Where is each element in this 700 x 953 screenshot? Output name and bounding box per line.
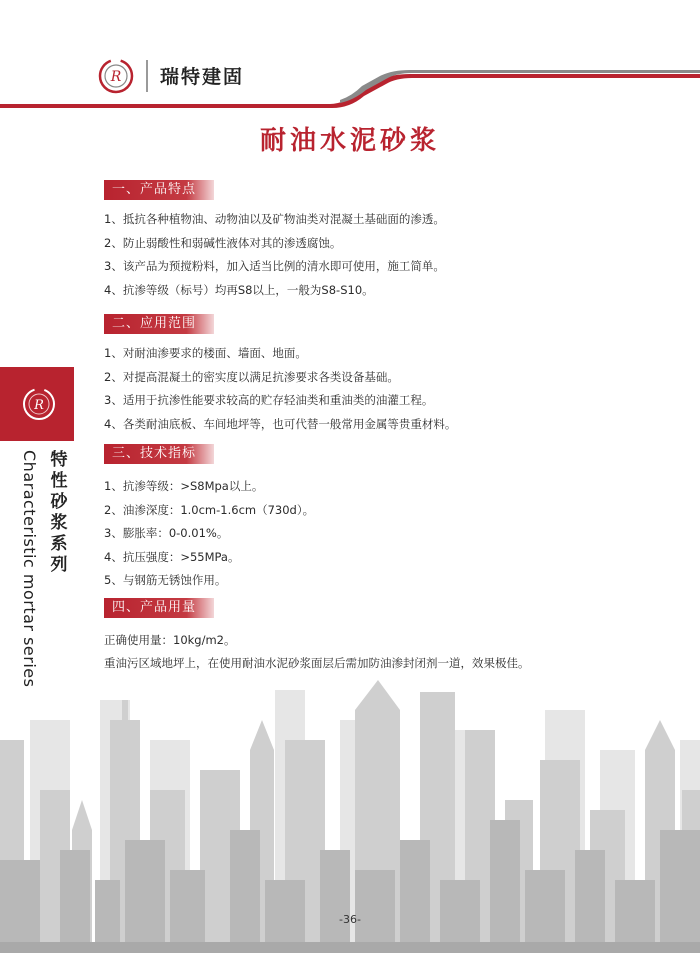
list-item: 1、对耐油渗要求的楼面、墙面、地面。 (104, 346, 307, 360)
list-item: 1、抗渗等级：>S8Mpa以上。 (104, 479, 264, 493)
list-item: 3、适用于抗渗性能要求较高的贮存轻油类和重油类的油灌工程。 (104, 393, 434, 407)
svg-text:R: R (34, 398, 44, 413)
list-item: 4、抗压强度：>55MPa。 (104, 549, 240, 564)
usage-line: 重油污区域地坪上，在使用耐油水泥砂浆面层后需加防油渗封闭剂一道，效果极佳。 (104, 656, 530, 670)
side-series-cn: 特性砂浆系列 (50, 450, 68, 575)
svg-text:R: R (110, 69, 122, 85)
list-item: 2、对提高混凝土的密实度以满足抗渗要求各类设备基础。 (104, 369, 399, 384)
usage-line: 正确使用量：10kg/m2。 (104, 633, 236, 647)
side-logo-icon (22, 387, 56, 421)
list-item: 5、与钢筋无锈蚀作用。 (104, 573, 227, 587)
section-usage-label: 四、产品用量 (104, 598, 214, 618)
usage-text (104, 629, 530, 675)
list-item: 4、抗渗等级（标号）均再S8以上，一般为S8-S10。 (104, 282, 374, 297)
list-item: 4、各类耐油底板、车间地坪等，也可代替一般常用金属等贵重材料。 (104, 416, 457, 431)
section-features-label: 一、产品特点 (104, 180, 214, 200)
list-item: 1、抵抗各种植物油、动物油以及矿物油类对混凝土基础面的渗透。 (104, 212, 445, 226)
specs-list (104, 475, 314, 593)
page-title: 耐油水泥砂浆 (259, 126, 440, 156)
features-list (104, 208, 445, 302)
page-header (0, 0, 700, 110)
list-item: 3、膨胀率：0-0.01%。 (104, 526, 229, 540)
side-tab (0, 367, 74, 441)
scope-list (104, 342, 456, 436)
list-item: 2、油渗深度：1.0cm-1.6cm（730d）。 (104, 502, 315, 517)
logo-divider (146, 60, 148, 92)
page-number: -36- (339, 913, 361, 926)
brand-name: 瑞特建固 (160, 66, 245, 88)
section-scope-label: 二、应用范围 (104, 314, 214, 334)
company-logo-icon (98, 58, 134, 94)
side-series-en: Characteristic mortar series (20, 450, 39, 688)
section-specs-label: 三、技术指标 (104, 444, 214, 464)
list-item: 2、防止弱酸性和弱碱性液体对其的渗透腐蚀。 (104, 235, 342, 250)
list-item: 3、该产品为预搅粉料，加入适当比例的清水即可使用，施工简单。 (104, 259, 445, 273)
